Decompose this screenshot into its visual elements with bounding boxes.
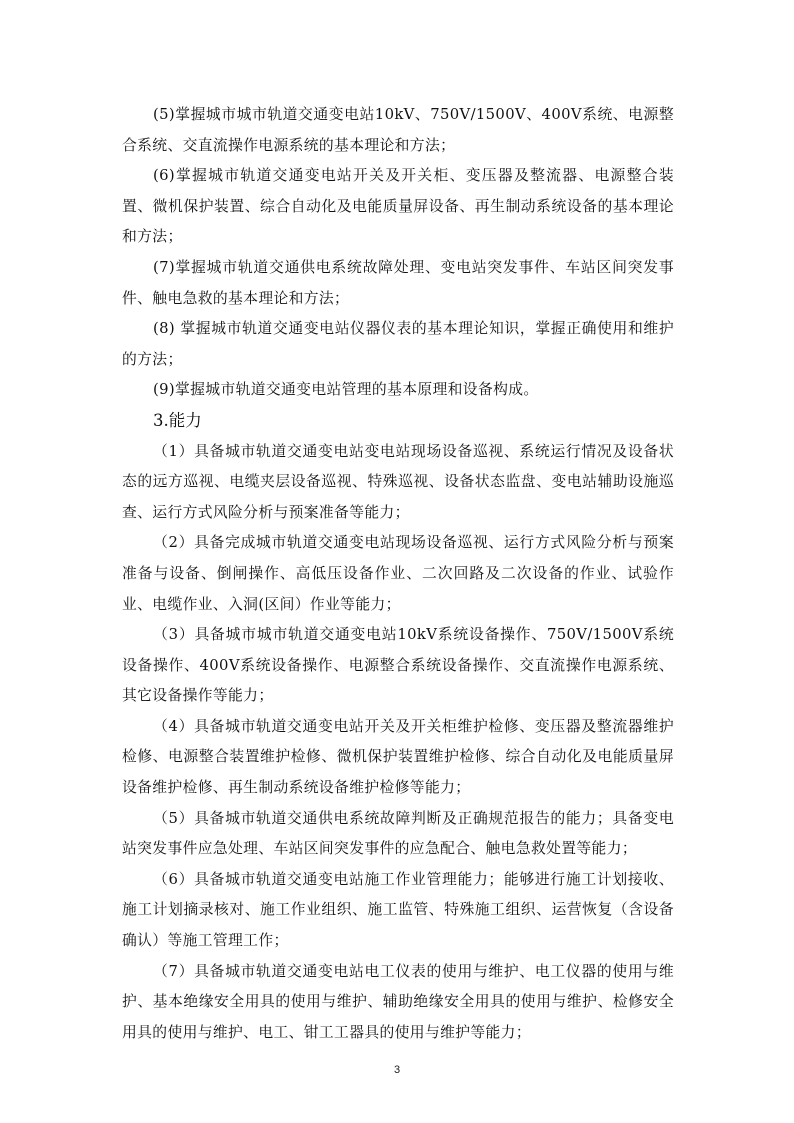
- document-body: [122, 100, 674, 1048]
- ability-item-7: （7）具备城市轨道交通变电站电工仪表的使用与维护、电工仪器的使用与维护、基本绝缘安全用具的使用与维护、辅助绝缘安全用具的使用与维护、检修安全用具的使用与维护、电工、钳工工器具的使用与维护等能力；: [122, 962, 674, 1041]
- ability-item-1: （1）具备城市轨道交通变电站变电站现场设备巡视、系统运行情况及设备状态的远方巡视、电缆夹层设备巡视、特殊巡视、设备状态监盘、变电站辅助设施巡查、运行方式风险分析与预案准备等能力；: [122, 442, 674, 521]
- knowledge-item-9: (9)掌握城市轨道交通变电站管理的基本原理和设备构成。: [153, 381, 539, 399]
- ability-item-3: （3）具备城市城市轨道交通变电站10kV系统设备操作、750V/1500V系统设备操作、400V系统设备操作、电源整合系统设备操作、交直流操作电源系统、其它设备操作等能力；: [122, 626, 674, 705]
- knowledge-item-5: (5)掌握城市城市轨道交通变电站10kV、750V/1500V、400V系统、电源整合系统、交直流操作电源系统的基本理论和方法；: [122, 106, 674, 154]
- ability-item-6: （6）具备城市轨道交通变电站施工作业管理能力；能够进行施工计划接收、施工计划摘录核对、施工作业组织、施工监管、特殊施工组织、运营恢复（含设备确认）等施工管理工作；: [122, 870, 674, 950]
- ability-item-5: （5）具备城市轨道交通供电系统故障判断及正确规范报告的能力；具备变电站突发事件应急处理、车站区间突发事件的应急配合、触电急救处置等能力；: [122, 809, 674, 858]
- knowledge-item-8: (8) 掌握城市轨道交通变电站仪器仪表的基本理论知识，掌握正确使用和维护的方法；: [122, 320, 674, 368]
- ability-item-4: （4）具备城市轨道交通变电站开关及开关柜维护检修、变压器及整流器维护检修、电源整合装置维护检修、微机保护装置维护检修、综合自动化及电能质量屏设备维护检修、再生制动系统设备维护检修等能力；: [122, 717, 674, 797]
- page-number: 3: [393, 1064, 401, 1076]
- knowledge-item-6: (6)掌握城市轨道交通变电站开关及开关柜、变压器及整流器、电源整合装置、微机保护装置、综合自动化及电能质量屏设备、再生制动系统设备的基本理论和方法；: [122, 167, 674, 246]
- ability-item-2: （2）具备完成城市轨道交通变电站现场设备巡视、运行方式风险分析与预案准备与设备、倒闸操作、高低压设备作业、二次回路及二次设备的作业、试验作业、电缆作业、入洞(区间）作业等能力；: [122, 534, 674, 613]
- knowledge-item-7: (7)掌握城市轨道交通供电系统故障处理、变电站突发事件、车站区间突发事件、触电急救的基本理论和方法；: [122, 258, 674, 307]
- section-heading-ability: 3.能力: [153, 410, 202, 430]
